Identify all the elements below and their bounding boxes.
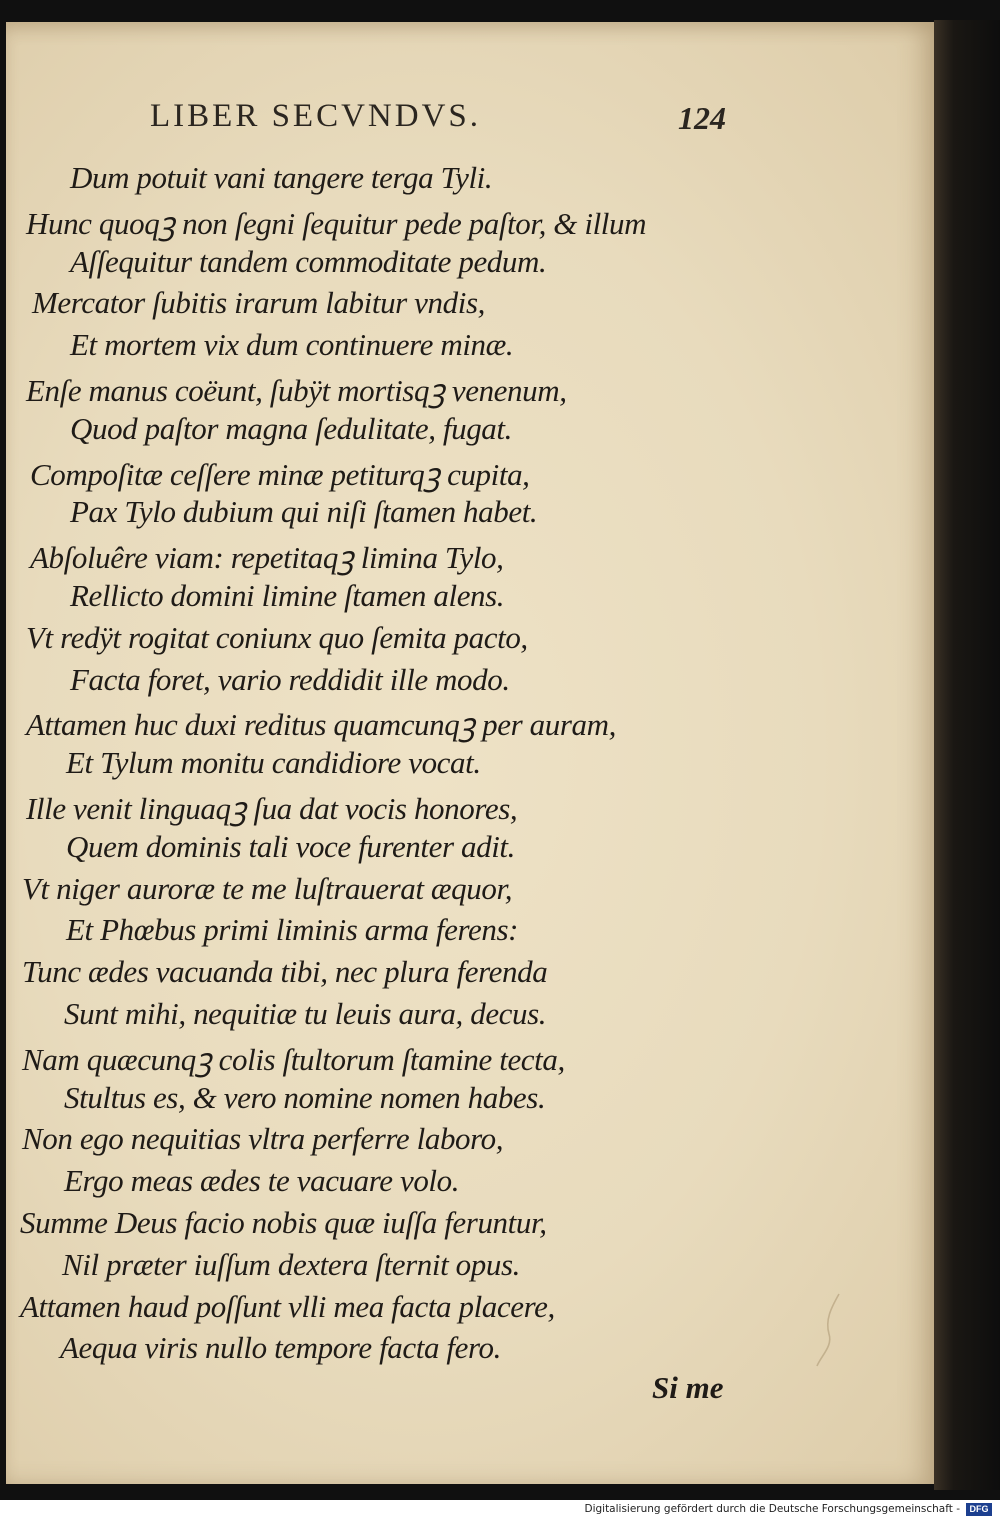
funding-credit: Digitalisierung gefördert durch die Deutsche Forschungsgemeinschaft - [584,1503,960,1515]
verse-line: Facta foret, vario reddidit ille modo. [70,661,510,697]
catchword: Si me [652,1370,724,1405]
verse-line: Ille venit linguaqꝫ ſua dat vocis honores, [26,791,518,826]
verse-line: Stultus es, & vero nomine nomen habes. [64,1079,546,1115]
verse-line: Summe Deus facio nobis quæ iuſſa feruntur, [20,1205,547,1240]
verse-line: Quem dominis tali voce furenter adit. [66,828,515,864]
verse-line: Quod paſtor magna ſedulitate, fugat. [70,410,512,446]
verse-line: Et Tylum monitu candidiore vocat. [66,745,481,781]
verse-line: Tunc ædes vacuanda tibi, nec plura ferenda [22,954,548,990]
verse-line: Attamen haud poſſunt vlli mea facta placere, [20,1288,555,1324]
verse-line: Nam quæcunqꝫ colis ſtultorum ſtamine tecta, [22,1041,565,1077]
verse-line: Ergo meas ædes te vacuare volo. [64,1163,460,1199]
verse-line: Aequa viris nullo tempore facta fero. [60,1330,501,1366]
verse-line: Sunt mihi, nequitiæ tu leuis aura, decus. [64,996,547,1031]
verse-line: Attamen huc duxi reditus quamcunqꝫ per auram, [26,707,616,743]
verse-line: Compoſitæ ceſſere minæ petiturqꝫ cupita, [30,456,530,492]
verse-line: Rellicto domini limine ſtamen alens. [70,578,505,613]
verse-line: Et mortem vix dum continuere minæ. [70,327,514,363]
verse-line: Dum potuit vani tangere terga Tyli. [70,160,493,195]
verse-line: Non ego nequitias vltra perferre laboro, [22,1121,504,1157]
verse-line: Vt niger auroræ te me luſtrauerat æquor, [22,870,513,906]
dfg-logo-icon: DFG [966,1503,992,1516]
page-number: 124 [678,100,726,136]
verse-line: Aſſequitur tandem commoditate pedum. [70,243,547,279]
verse-line: Abſoluêre viam: repetitaqꝫ limina Tylo, [30,540,504,576]
verse-line: Hunc quoqꝫ non ſegni ſequitur pede paſtor, & illum [26,205,647,241]
verse-line: Mercator ſubitis irarum labitur vndis, [32,285,485,321]
page-edge-shadow [934,20,1000,1490]
running-head: LIBER SECVNDVS. [150,98,482,134]
verse-line: Et Phœbus primi liminis arma ferens: [66,912,519,948]
verse-line: Nil præter iuſſum dextera ſternit opus. [62,1246,520,1282]
paper-stain-mark [811,1290,851,1370]
footer-bar [0,1500,1000,1520]
verse-line: Vt redÿt rogitat coniunx quo ſemita pacto, [26,619,528,655]
verse-line: Enſe manus coëunt, ſubÿt mortisqꝫ venenum, [26,373,567,408]
verse-line: Pax Tylo dubium qui niſi ſtamen habet. [70,494,538,530]
